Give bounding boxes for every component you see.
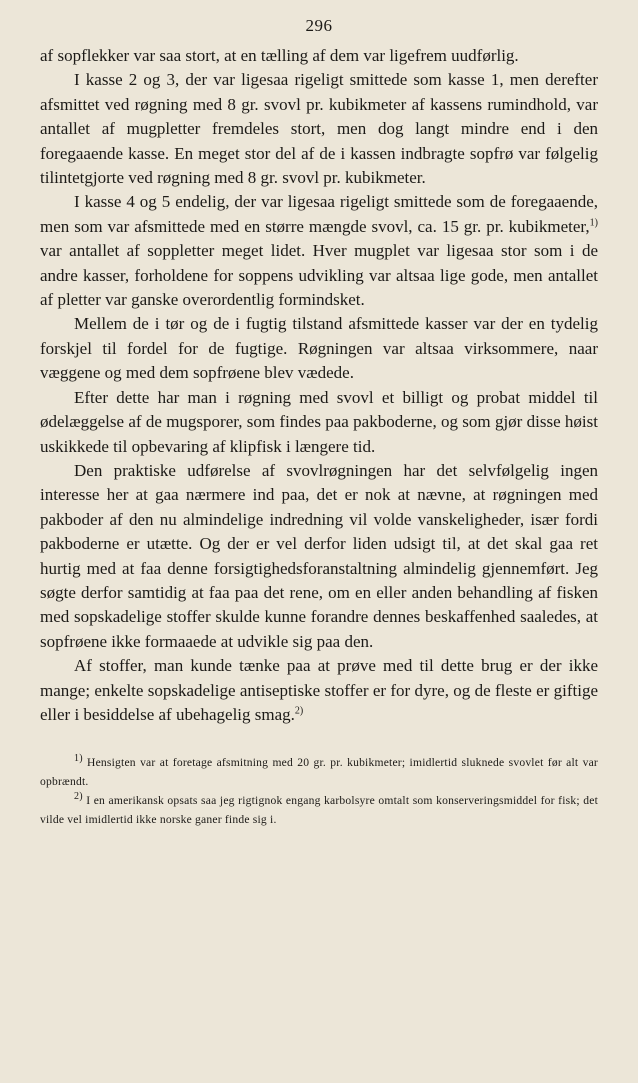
footnote — [40, 753, 598, 791]
paragraph — [40, 654, 598, 727]
paragraph — [40, 459, 598, 654]
footnote-text: Hensigten var at foretage afsmitning med 20 gr. pr. kubikmeter; imidlertid sluknede svovlet før alt var opbrændt. — [40, 756, 598, 789]
footnote — [40, 791, 598, 829]
footnotes — [40, 753, 598, 829]
footnote-reference: 2) — [294, 705, 304, 717]
paragraph — [40, 312, 598, 385]
paragraph — [40, 68, 598, 190]
footnote-reference: 1) — [589, 217, 598, 229]
paragraph — [40, 190, 598, 312]
paragraph-text: Den praktiske udførelse af svovlrøgningen har det selvfølgelig ingen interesse her at gaa nærmere ind paa, det er nok at nævne, at røgningen med pakboder af den nu almindelige indredning vil volde vanskeligheder, især fordi pakboderne er utætte. Og der er vel derfor liden udsigt til, at det skal gaa ret hurtig med at faa denne forsigtighedsforanstaltning almindelig gjennemført. Jeg søgte derfor samtidig at faa paa det rene, om en eller anden behandling af fisken med sopskadelige stoffer skulde kunne forandre dennes beskaffenhed saaledes, at sopfrøene ikke formaaede at udvikle sig paa den. — [40, 460, 598, 651]
body-text — [40, 44, 598, 727]
paragraph-text: var antallet af soppletter meget lidet. Hver mugplet var ligesaa stor som i de andre kasser, forholdene for soppens udvikling var altsaa lige gode, men antallet af pletter var ganske overordentlig formindsket. — [40, 241, 598, 310]
paragraph-text: Mellem de i tør og de i fugtig tilstand afsmittede kasser var der en tydelig forskjel til fordel for de fugtige. Røgningen var altsaa virksommere, naar væggene og med dem sopfrøene blev vædede. — [40, 314, 598, 383]
paragraph-text: af sopflekker var saa stort, at en tælling af dem var ligefrem uudførlig. — [40, 46, 519, 65]
page-number: 296 — [305, 16, 333, 35]
paragraph-text: I kasse 4 og 5 endelig, der var ligesaa rigeligt smittede som de foregaaende, men som var afsmittede med en større mængde svovl, ca. 15 gr. pr. kubikmeter, — [40, 192, 598, 236]
paragraph-text: Af stoffer, man kunde tænke paa at prøve med til dette brug er der ikke mange; enkelte sopskadelige antiseptiske stoffer er for dyre, og de fleste er giftige eller i besiddelse af ubehagelig smag. — [40, 656, 598, 724]
paragraph-text: I kasse 2 og 3, der var ligesaa rigeligt smittede som kasse 1, men derefter afsmittet ved røgning med 8 gr. svovl pr. kubikmeter af kassens rumindhold, var antallet af mugpletter fremdeles stort, men dog langt mindre end i den foregaaende kasse. En meget stor del af de i kassen indbragte sopfrø var følgelig tilintetgjorte ved røgning med 8 gr. svovl pr. kubikmeter. — [40, 70, 598, 188]
footnote-marker: 1) — [74, 753, 83, 765]
paragraph — [40, 386, 598, 459]
footnote-text: I en amerikansk opsats saa jeg rigtignok engang karbolsyre omtalt som konserveringsmiddel for fisk; det vilde vel imidlertid ikke norske ganer finde sig i. — [40, 794, 598, 827]
footnote-marker: 2) — [74, 791, 83, 803]
paragraph-text: Efter dette har man i røgning med svovl et billigt og probat middel til ødelæggelse af de mugsporer, som findes paa pakboderne, og som gjør disse høist uskikkede til opbevaring af klipfisk i længere tid. — [40, 387, 598, 456]
paragraph — [40, 44, 598, 68]
